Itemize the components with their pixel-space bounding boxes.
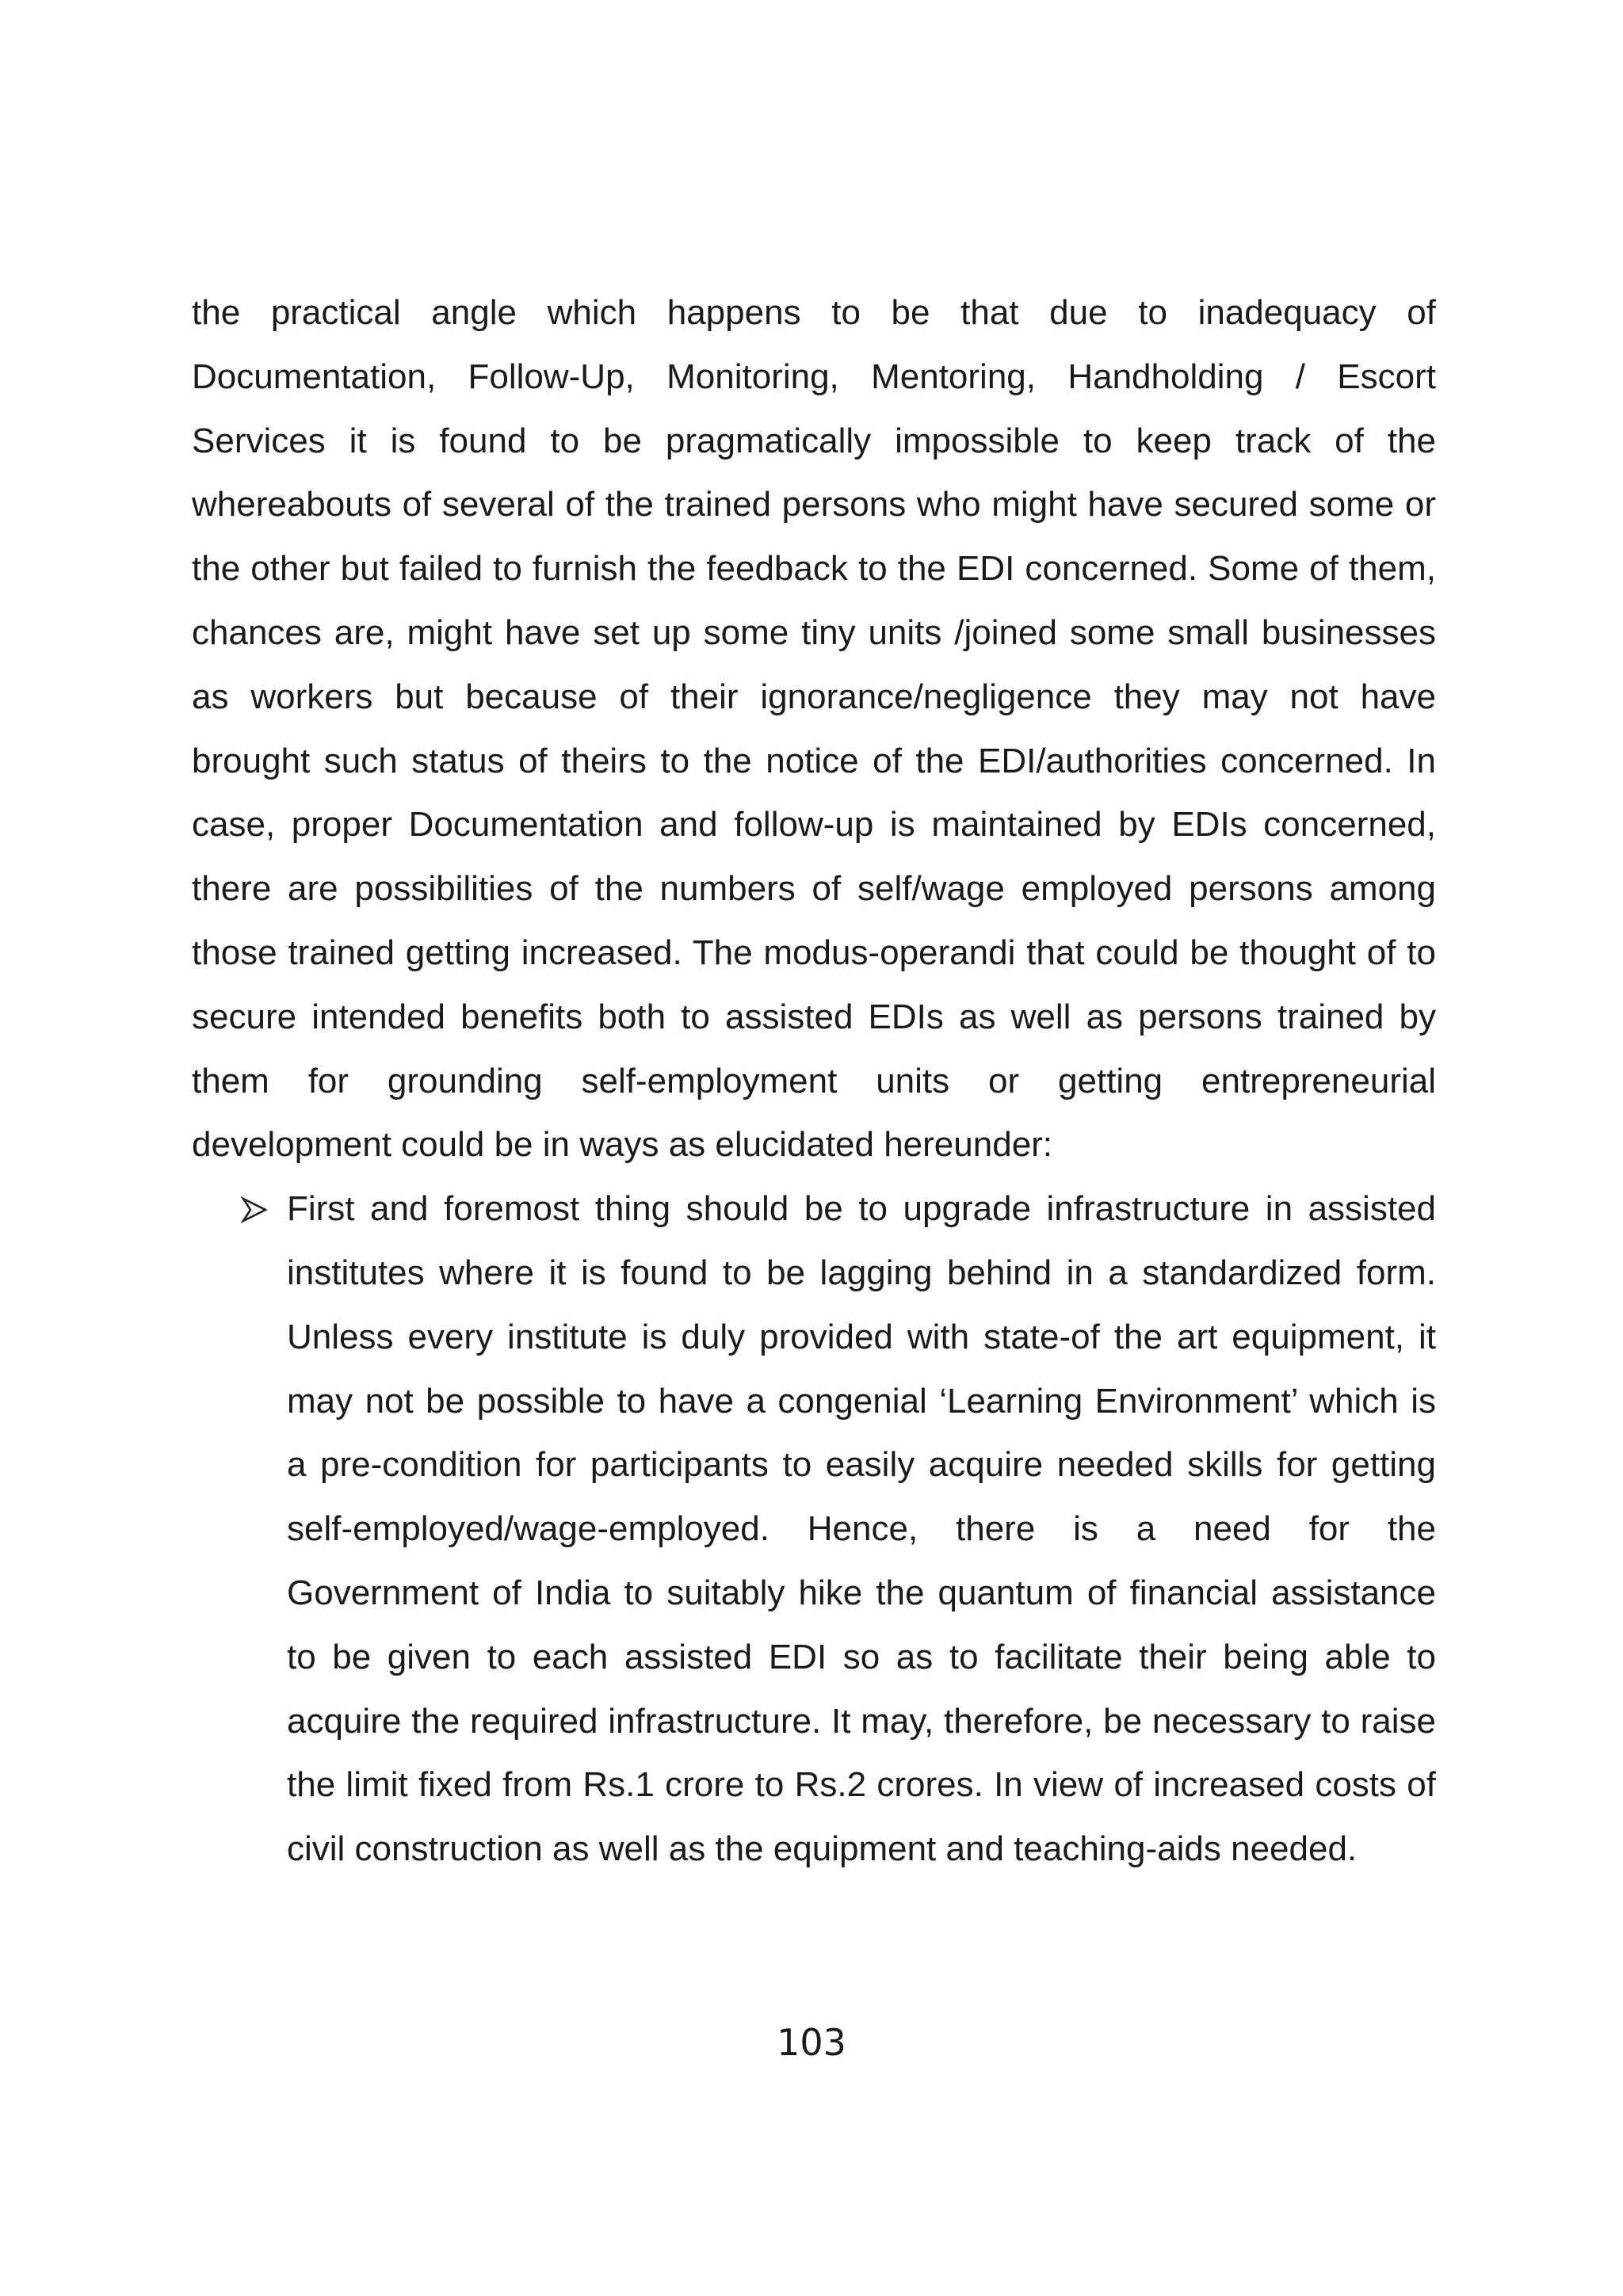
list-item [192, 1177, 1436, 1882]
page-number: 103 [777, 2021, 846, 2064]
bullet-list [192, 1177, 1436, 1882]
bullet-text: First and foremost thing should be to upgrade infrastructure in assisted institutes where it is found to be lagging behind in a standardized form. Unless every institute is duly provided with state-of the art equipment, it may not be possible to have a congenial ‘Learning Environment’ which is a pre-condition for participants to easily acquire needed skills for getting self-employed/wage-employed. Hence, there is a need for the Government of India to suitably hike the quantum of financial assistance to be given to each assisted EDI so as to facilitate their being able to acquire the required infrastructure. It may, therefore, be necessary to raise the limit fixed from Rs.1 crore to Rs.2 crores. In view of increased costs of civil construction as well as the equipment and teaching-aids needed. [287, 1189, 1436, 1869]
page-body [192, 281, 1436, 1882]
arrowhead-bullet-icon [241, 1177, 273, 1241]
body-paragraph: the practical angle which happens to be that due to inadequacy of Documentation, Follow-Up, Monitoring, Mentoring, Handholding / Escort Services it is found to be pragmatically impossible to keep track of the whereabouts of several of the trained persons who might have secured some or the other but failed to furnish the feedback to the EDI concerned. Some of them, chances are, might have set up some tiny units /joined some small businesses as workers but because of their ignorance/negligence they may not have brought such status of theirs to the notice of the EDI/authorities concerned. In case, proper Documentation and follow-up is maintained by EDIs concerned, there are possibilities of the numbers of self/wage employed persons among those trained getting increased. The modus-operandi that could be thought of to secure intended benefits both to assisted EDIs as well as persons trained by them for grounding self-employment units or getting entrepreneurial development could be in ways as elucidated hereunder: [192, 293, 1436, 1165]
